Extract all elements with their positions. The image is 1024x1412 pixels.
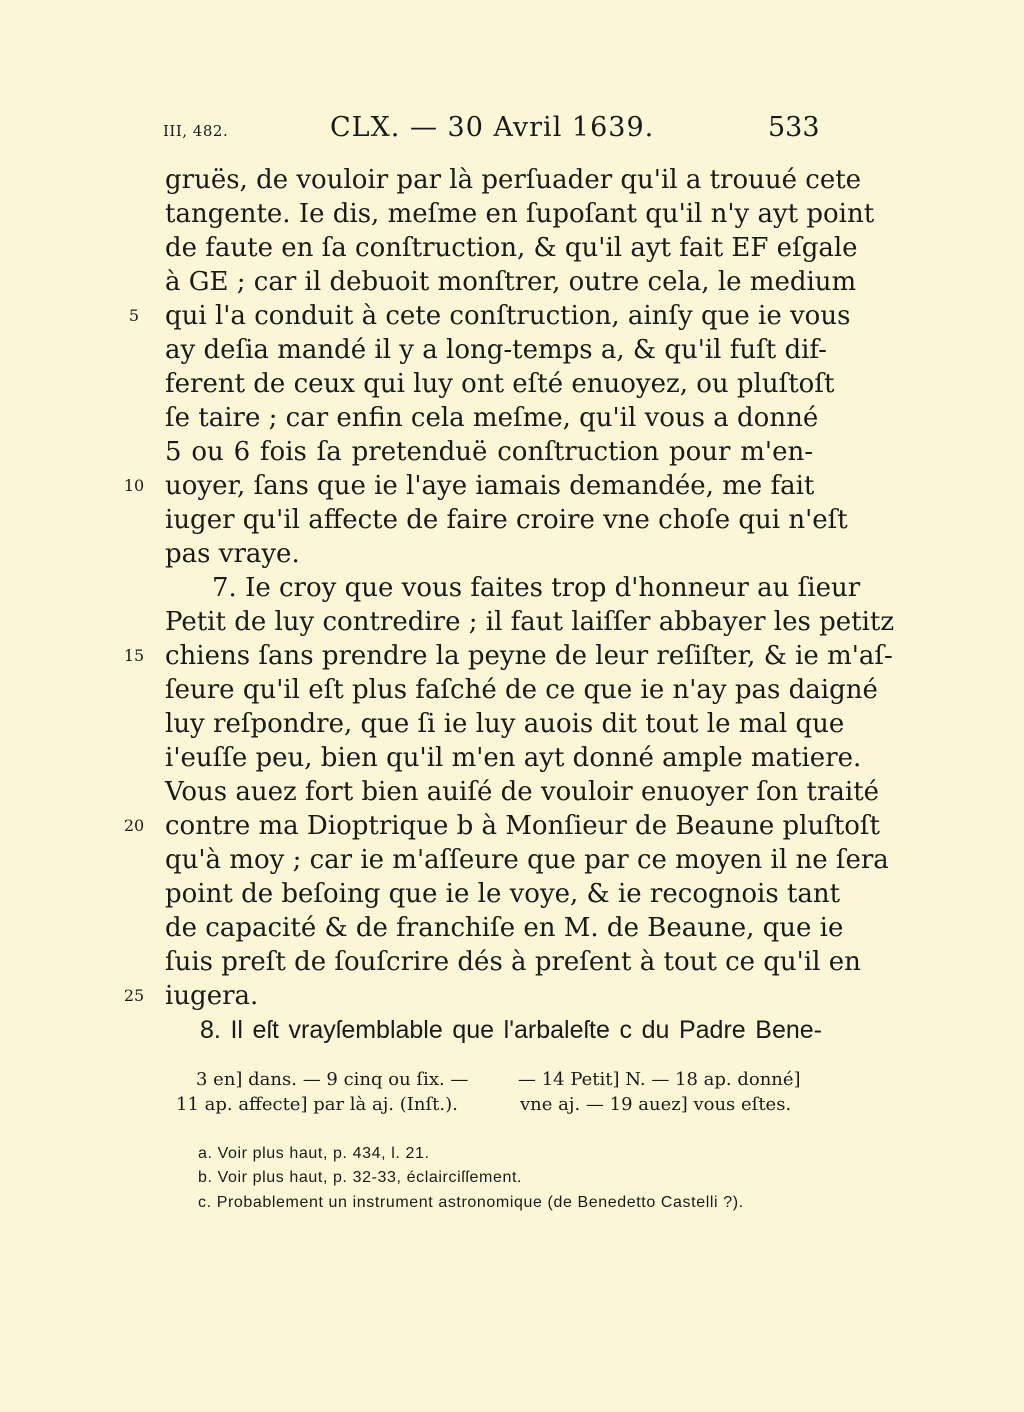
text-line: de capacité & de franchiſe en M. de Beaune, que ie (165, 913, 844, 943)
line-number: 10 (123, 476, 145, 495)
text-line: 8. Il eſt vrayſemblable que l'arbaleſte c du Padre Bene- (200, 1016, 822, 1044)
running-title: CLX. — 30 Avril 1639. (330, 112, 655, 143)
text-line: Petit de luy contredire ; il faut laiſſer abbayer les petitz (165, 607, 895, 637)
footnote: c. Probablement un instrument astronomique (de Benedetto Castelli ?). (198, 1194, 744, 1211)
variant-line: 3 en] dans. — 9 cinq ou ſix. — (196, 1069, 469, 1090)
text-line: ſe taire ; car enfin cela meſme, qu'il vous a donné (165, 403, 819, 433)
text-line: ſeure qu'il eſt plus faſché de ce que ie n'ay pas daigné (165, 675, 878, 705)
volume-reference: III, 482. (163, 122, 229, 140)
line-number: 15 (123, 646, 145, 665)
text-line: ay deſia mandé il y a long-temps a, & qu'il fuſt dif- (165, 335, 827, 365)
text-line: gruës, de vouloir par là perſuader qu'il a trouué cete (165, 165, 862, 195)
text-line: qui l'a conduit à cete conſtruction, ainſy que ie vous (165, 301, 851, 331)
text-line: de faute en ſa conſtruction, & qu'il ayt fait EF eſgale (165, 233, 858, 263)
text-line: 7. Ie croy que vous faites trop d'honneur au ſieur (212, 573, 861, 603)
text-line: qu'à moy ; car ie m'aſſeure que par ce moyen il ne ſera (165, 845, 889, 875)
text-line: iugera. (165, 981, 259, 1011)
text-line: luy reſpondre, que ſi ie luy auois dit tout le mal que (165, 709, 845, 739)
text-line: uoyer, ſans que ie l'aye iamais demandée, me fait (165, 471, 815, 501)
variant-line: — 14 Petit] N. — 18 ap. donné] (518, 1069, 801, 1090)
footnote: b. Voir plus haut, p. 32-33, éclairciſſement. (198, 1169, 523, 1186)
line-number: 25 (123, 986, 145, 1005)
text-line: tangente. Ie dis, meſme en ſupoſant qu'il n'y ayt point (165, 199, 875, 229)
text-line: à GE ; car il debuoit monſtrer, outre cela, le medium (165, 267, 857, 297)
text-line: contre ma Dioptrique b à Monſieur de Beaune pluſtoſt (165, 811, 880, 841)
text-line: chiens ſans prendre la peyne de leur reſiſter, & ie m'aſ- (165, 641, 893, 671)
text-line: point de beſoing que ie le voye, & ie recognois tant (165, 879, 841, 909)
line-number: 5 (128, 306, 140, 325)
text-line: pas vraye. (165, 539, 300, 569)
variant-line: vne aj. — 19 auez] vous eſtes. (520, 1094, 792, 1115)
text-line: i'euſſe peu, bien qu'il m'en ayt donné ample matiere. (165, 743, 862, 773)
line-number: 20 (123, 816, 145, 835)
text-line: 5 ou 6 fois ſa pretenduë conſtruction pour m'en- (165, 437, 813, 467)
text-line: ferent de ceux qui luy ont eſté enuoyez, ou pluſtoſt (165, 369, 835, 399)
variant-line: 11 ap. affecte] par là aj. (Inſt.). (176, 1094, 458, 1115)
page-number: 533 (768, 112, 820, 143)
text-line: iuger qu'il affecte de faire croire vne choſe qui n'eſt (165, 505, 848, 535)
footnote: a. Voir plus haut, p. 434, l. 21. (198, 1145, 430, 1162)
text-line: ſuis preſt de ſouſcrire dés à preſent à tout ce qu'il en (165, 947, 861, 977)
text-line: Vous auez fort bien auiſé de vouloir enuoyer ſon traité (165, 777, 880, 807)
